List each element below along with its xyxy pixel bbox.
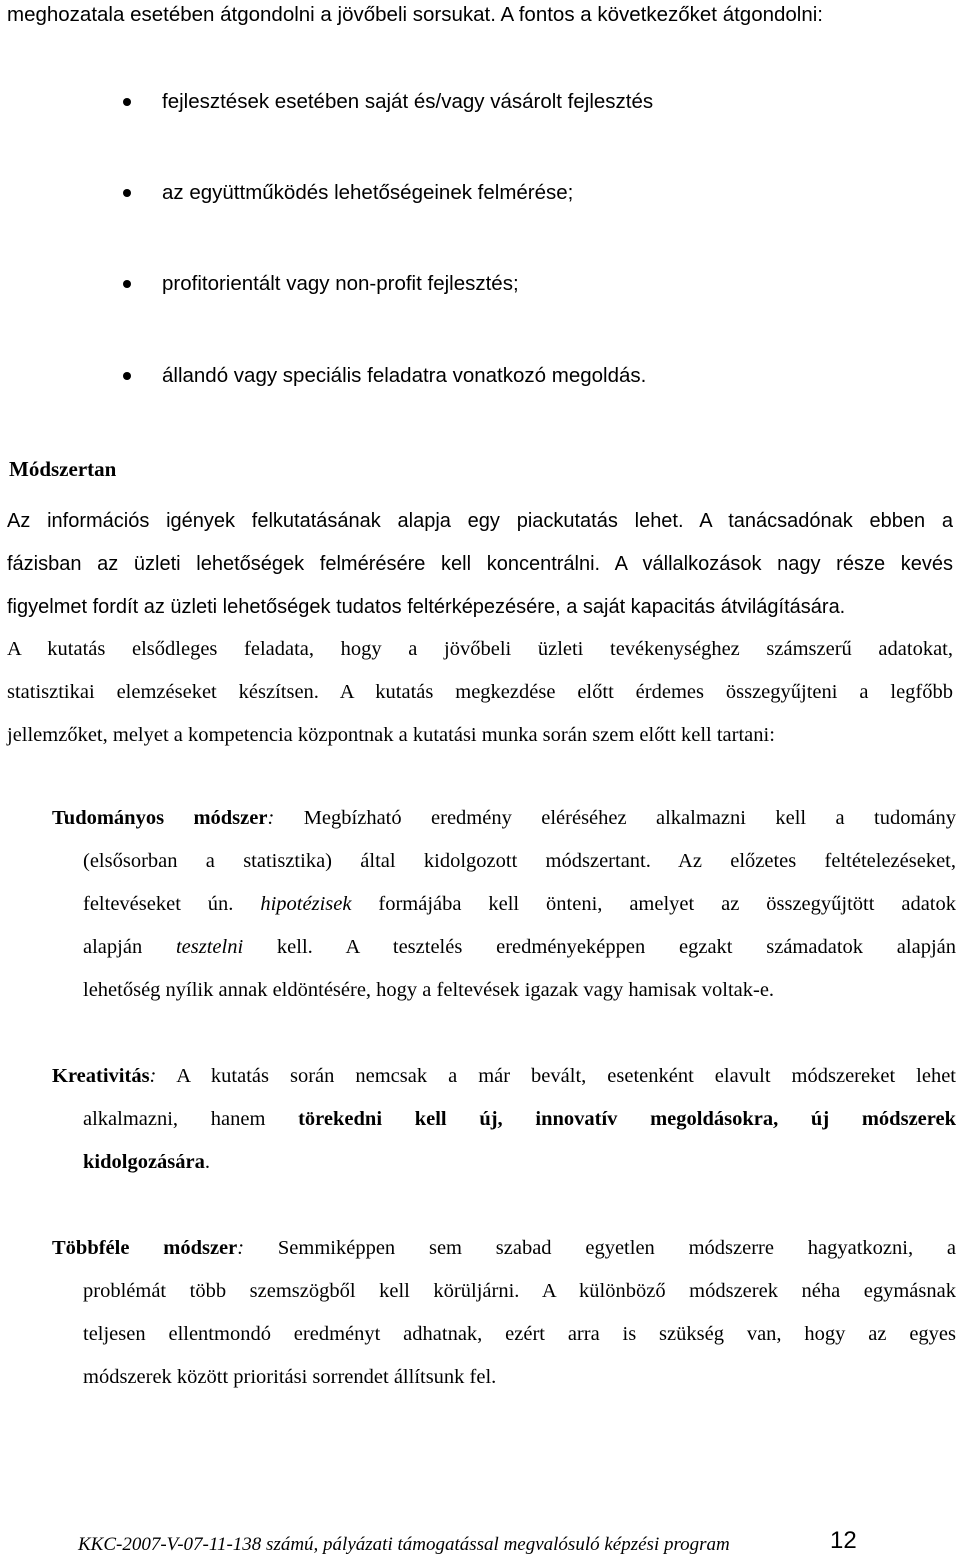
- definition-colon: :: [267, 807, 275, 829]
- bullet-text: állandó vagy speciális feladatra vonatkozó megoldás.: [162, 364, 647, 387]
- bullet-item: [0, 267, 960, 301]
- paragraph-research-goal: [7, 628, 953, 757]
- bullet-dot-icon: [123, 189, 131, 197]
- definition-text: Semmiképpen sem szabad egyetlen módszerre hagyatkozni, a: [244, 1237, 956, 1259]
- bullet-dot-icon: [123, 372, 131, 380]
- page-footer: [78, 1526, 888, 1560]
- definition-colon: :: [237, 1237, 245, 1259]
- definition-text: alapján: [83, 936, 176, 958]
- bullet-item: [0, 176, 960, 210]
- definition-text: kell. A tesztelés eredményeképpen egzakt számadatok alapján: [243, 936, 956, 958]
- definition-text: problémát több szemszögből kell körüljárni. A különböző módszerek néha egymásnak: [83, 1280, 956, 1302]
- paragraph-line: jellemzőket, melyet a kompetencia központnak a kutatási munka során szem előtt kell tartani:: [7, 724, 775, 746]
- bullet-item: [0, 359, 960, 393]
- definition-term: Többféle módszer: [52, 1237, 238, 1259]
- footer-text: KKC-2007-V-07-11-138 számú, pályázati támogatással megvalósuló képzési program: [78, 1534, 730, 1555]
- paragraph-line: statisztikai elemzéseket készítsen. A kutatás megkezdése előtt érdemes összegyűjteni a legfőbb: [7, 681, 953, 703]
- paragraph-research: [7, 500, 953, 629]
- definition-text: (elsősorban a statisztika) által kidolgozott módszertant. Az előzetes feltételezéseket,: [83, 850, 956, 872]
- definition-term: Kreativitás: [52, 1065, 150, 1087]
- definition-text: A kutatás során nemcsak a már bevált, esetenként elavult módszereket lehet: [156, 1065, 956, 1087]
- definition-text: alkalmazni, hanem: [83, 1108, 299, 1130]
- definition-emphasis: tesztelni: [175, 936, 244, 958]
- paragraph-line: figyelmet fordít az üzleti lehetőségek tudatos feltérképezésére, a saját kapacitás átvilágítására.: [7, 596, 846, 618]
- definition-emphasis: hipotézisek: [260, 893, 352, 915]
- page-number: 12: [830, 1527, 857, 1554]
- definition-text: teljesen ellentmondó eredményt adhatnak, ezért arra is szükség van, hogy az egyes: [83, 1323, 956, 1345]
- bullet-dot-icon: [123, 280, 131, 288]
- definition-text: feltevéseket ún.: [83, 893, 261, 915]
- definition-term: Tudományos módszer: [52, 807, 268, 829]
- section-heading: Módszertan: [9, 457, 117, 481]
- bullet-text: fejlesztések esetében saját és/vagy vásárolt fejlesztés: [162, 90, 654, 113]
- bullet-text: profitorientált vagy non-profit fejlesztés;: [162, 272, 519, 295]
- definition-text: módszerek között prioritási sorrendet állítsunk fel.: [83, 1366, 497, 1388]
- paragraph-line: Az információs igények felkutatásának alapja egy piackutatás lehet. A tanácsadónak ebben a: [7, 510, 953, 532]
- bullet-text: az együttműködés lehetőségeinek felmérése;: [162, 181, 574, 204]
- definition-creativity: [52, 1055, 956, 1184]
- definition-text: Megbízható eredmény eléréséhez alkalmazni kell a tudomány: [274, 807, 956, 829]
- definition-text: lehetőség nyílik annak eldöntésére, hogy a feltevések igazak vagy hamisak voltak-e.: [83, 979, 775, 1001]
- definition-multiple-methods: [52, 1227, 956, 1399]
- bullet-dot-icon: [123, 98, 131, 106]
- paragraph-line: A kutatás elsődleges feladata, hogy a jövőbeli üzleti tevékenységhez számszerű adatokat,: [7, 638, 953, 660]
- definition-colon: :: [149, 1065, 157, 1087]
- definition-strong: törekedni kell új, innovatív megoldásokra, új módszerek: [298, 1108, 956, 1130]
- bullet-item: [0, 85, 960, 119]
- definition-strong: kidolgozására: [83, 1151, 205, 1173]
- top-text-line: meghozatala esetében átgondolni a jövőbeli sorsukat. A fontos a következőket átgondolni:: [7, 3, 824, 26]
- paragraph-line: fázisban az üzleti lehetőségek felmérésére kell koncentrálni. A vállalkozások nagy része kevés: [7, 553, 953, 575]
- definition-scientific-method: [52, 797, 956, 1012]
- definition-text: .: [204, 1151, 210, 1173]
- definition-text: formájába kell önteni, amelyet az összegyűjtött adatok: [351, 893, 957, 915]
